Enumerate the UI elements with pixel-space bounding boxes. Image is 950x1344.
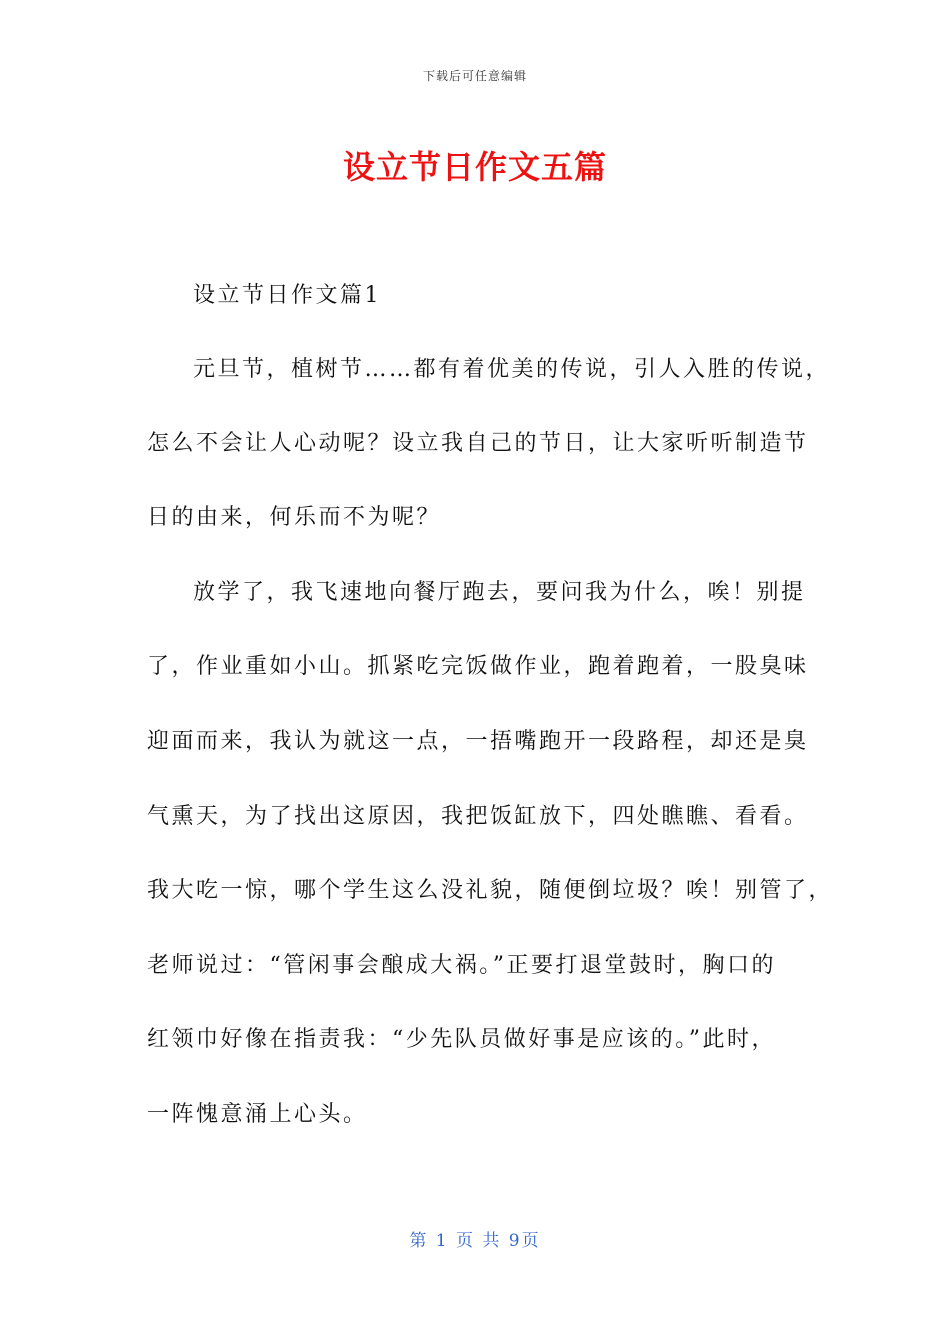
paragraph-1-line-3: 日的由来，何乐而不为呢？ <box>147 505 442 530</box>
paragraph-2-line-3: 迎面而来，我认为就这一点，一捂嘴跑开一段路程，却还是臭 <box>147 729 809 754</box>
paragraph-2-line-5: 我大吃一惊，哪个学生这么没礼貌，随便倒垃圾？唉！别管了， <box>147 878 834 903</box>
paragraph-2-line-7: 红领巾好像在指责我：“少先队员做好事是应该的。”此时， <box>147 1027 776 1052</box>
section-heading: 设立节日作文篇1 <box>193 283 381 308</box>
paragraph-2-line-2: 了，作业重如小山。抓紧吃完饭做作业，跑着跑着，一股臭味 <box>147 654 809 679</box>
paragraph-2-line-1: 放学了，我飞速地向餐厅跑去，要问我为什么，唉！别提 <box>193 580 806 605</box>
paragraph-2-line-8: 一阵愧意涌上心头。 <box>147 1102 368 1127</box>
document-title: 设立节日作文五篇 <box>342 148 607 186</box>
header-note: 下载后可任意编辑 <box>422 69 527 83</box>
paragraph-1-line-1: 元旦节，植树节……都有着优美的传说，引人入胜的传说， <box>193 357 831 382</box>
paragraph-2-line-4: 气熏天，为了找出这原因，我把饭缸放下，四处瞧瞧、看看。 <box>147 804 809 829</box>
page-number-footer: 第 1 页 共 9页 <box>409 1231 541 1251</box>
paragraph-2-line-6: 老师说过：“管闲事会酿成大祸。”正要打退堂鼓时，胸口的 <box>147 953 776 978</box>
paragraph-1-line-2: 怎么不会让人心动呢？设立我自己的节日，让大家听听制造节 <box>147 431 809 456</box>
